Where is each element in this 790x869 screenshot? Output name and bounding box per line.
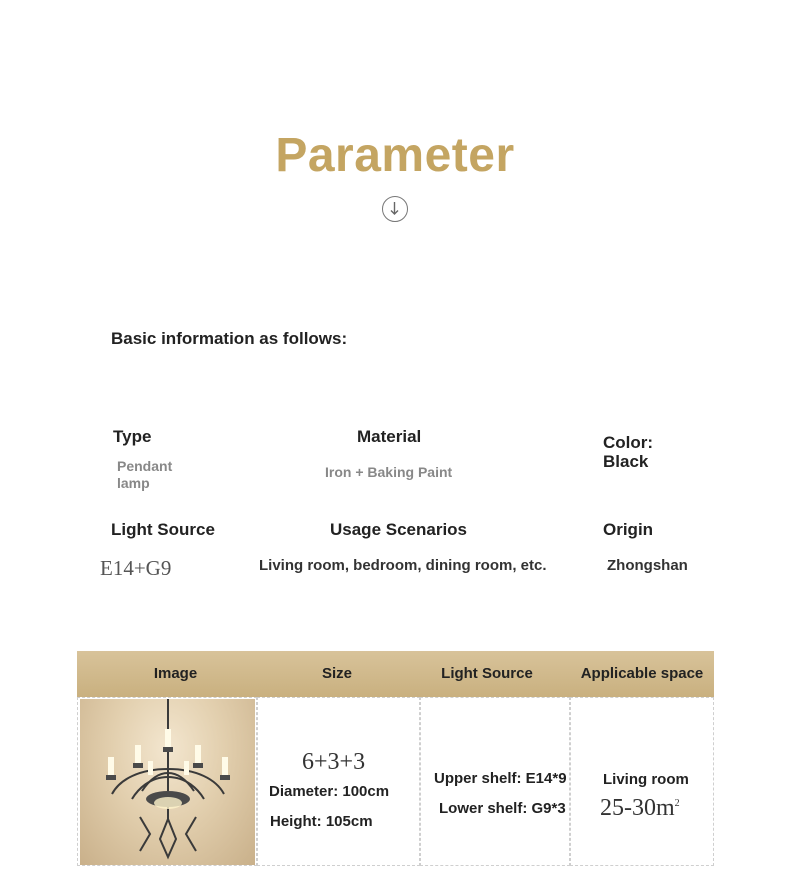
table-header (77, 651, 714, 697)
size-diameter: Diameter: 100cm (269, 783, 390, 800)
light-source-value: E14+G9 (100, 556, 172, 580)
size-height: Height: 105cm (270, 813, 373, 830)
basic-info-heading: Basic information as follows: (111, 329, 348, 348)
color-label: Color: (603, 433, 654, 452)
page-title: Parameter (275, 129, 515, 182)
type-label: Type (113, 427, 152, 446)
type-value-line2: lamp (117, 475, 150, 491)
chandelier-image (80, 699, 255, 865)
color-value: Black (603, 452, 649, 471)
usage-value: Living room, bedroom, dining room, etc. (259, 557, 547, 574)
header-image: Image (153, 665, 198, 682)
material-label: Material (357, 427, 422, 446)
space-room: Living room (603, 771, 689, 788)
space-area-value: 25-30m (600, 795, 675, 821)
space-area (600, 795, 680, 822)
table-row (77, 697, 714, 868)
origin-value: Zhongshan (607, 557, 688, 574)
size-arms: 6+3+3 (302, 749, 366, 775)
header-light-source: Light Source (441, 665, 533, 682)
space-area-unit-sup: 2 (674, 798, 680, 809)
spec-table (77, 651, 714, 868)
light-lower-shelf: Lower shelf: G9*3 (439, 800, 566, 817)
light-upper-shelf: Upper shelf: E14*9 (434, 770, 567, 787)
header-applicable-space: Applicable space (580, 665, 704, 682)
cell-size (257, 697, 420, 866)
light-source-label: Light Source (111, 520, 215, 539)
origin-label: Origin (603, 520, 654, 539)
usage-label: Usage Scenarios (330, 520, 468, 539)
header-size: Size (321, 665, 352, 682)
type-value (117, 458, 172, 492)
type-value-line1: Pendant (117, 458, 173, 474)
material-value: Iron + Baking Paint (325, 464, 453, 480)
arrow-down-icon (382, 196, 408, 222)
